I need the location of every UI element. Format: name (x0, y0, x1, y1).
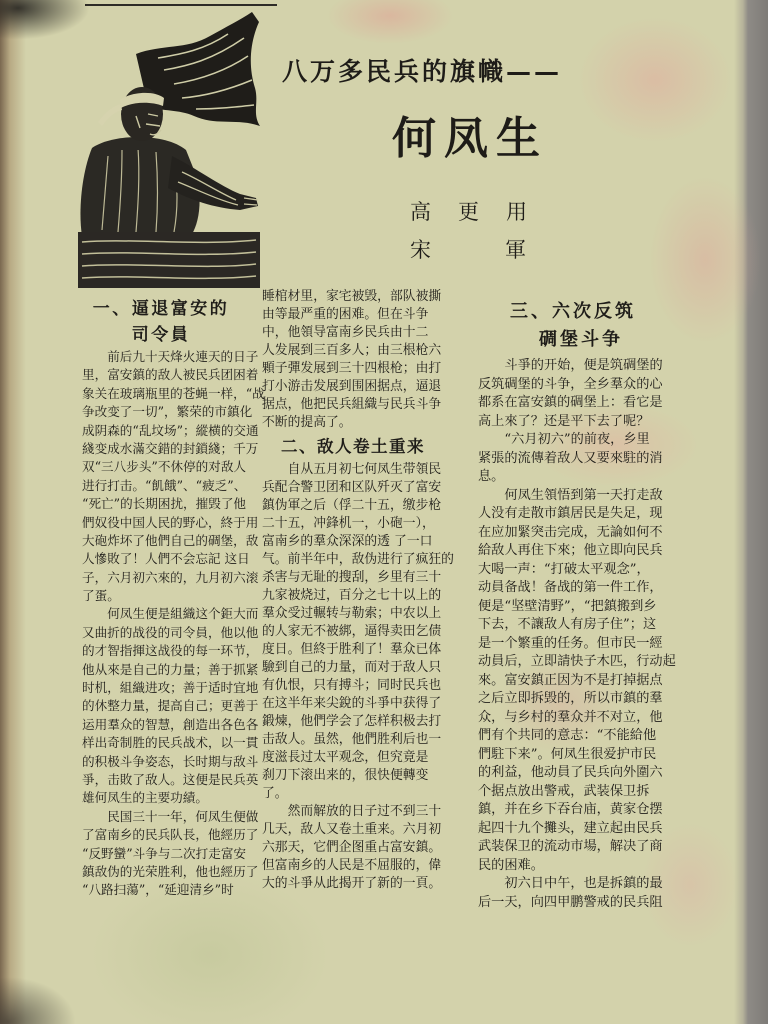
body-text-line: 度滋長过太平观念，但究竟是 (262, 750, 429, 765)
body-text-line: 的利益，他动員了民兵向外圍六 (478, 765, 663, 780)
body-text-line: 們駐下来”。何凤生很爱护市民 (478, 746, 657, 762)
body-text-line: 但富南乡的人民是不屈服的，偉 (262, 858, 442, 873)
body-text-line: 紧張的流傳着敌人又要來駐的消 (478, 450, 663, 466)
section-heading-line: 碉堡斗争 (539, 329, 623, 350)
body-text-line: 富南乡的羣众深深的透 了一口 (262, 534, 433, 549)
body-text-line: 的休整力量，提高自己；更善于 (82, 698, 259, 714)
body-text-line: 自从五月初七何凤生带領民 (287, 462, 442, 477)
body-text-line: 度日。但終于胜利了！羣众已体 (262, 642, 442, 657)
section-heading-line: 二、敌人卷土重来 (281, 437, 425, 456)
author-name: 高更用 (410, 200, 554, 224)
body-text-line: 便是“坚壁清野”，“把鎮搬到乡 (478, 598, 657, 614)
body-text-line: 爭，击敗了敌人。这便是民兵英 (82, 771, 259, 787)
body-text-line: 都系在富安鎮的碉堡上：看它是 (478, 395, 663, 410)
body-text-line: 动員备战！备战的第一件工作， (478, 580, 663, 595)
author-name: 宋軍 (410, 238, 600, 262)
body-text-line: 大喝一声：“打破太平观念”， (478, 561, 650, 577)
top-rule (85, 4, 277, 6)
body-text-line: 何凤生便是組織这个鉅大而 (107, 606, 259, 622)
body-text-line: 由等最严重的困难。但在斗争 (262, 307, 429, 322)
body-text-line: 下去，不讓敌人有房子住”；这 (478, 617, 657, 632)
body-text-line: 样出奇制胜的民兵战术，以一貫 (82, 735, 259, 751)
woodcut-illustration (78, 10, 260, 288)
section-heading-line: 司令員 (131, 325, 191, 345)
body-text-line: 了蛋。 (82, 588, 120, 604)
body-text-line: 人没有走散市鎮居民是失足，现 (478, 506, 663, 521)
body-text-line: 驗到自己的力量，而对于敌人只 (262, 660, 442, 675)
paragraph (478, 487, 676, 876)
body-text-line: 众，与乡村的羣众并不对立，他 (478, 709, 663, 725)
body-text-line: 武装保卫的流动市場，解决了商 (478, 839, 663, 854)
body-text-line: 前后九十天烽火連天的日子 (107, 349, 259, 364)
body-text-line: 初六日中午，也是拆鎮的最 (504, 876, 663, 891)
body-text-line: 起四十九个攤头，建立起由民兵 (478, 820, 663, 836)
body-text-line: “八路扫蕩”，“延迎清乡”时 (82, 882, 234, 898)
body-text-line: 击敌人。虽然，他們胜利后也一 (262, 732, 442, 747)
body-text-line: 們有个共同的意志：“不能給他 (478, 728, 657, 743)
body-text-line: 顆子彈发展到三十四根枪；由打 (262, 361, 442, 376)
body-text-line: 几天，敌人又卷土重来。六月初 (262, 822, 442, 837)
body-text-line: 个据点放出警戒，武装保卫拆 (478, 783, 650, 799)
body-text-line: 子，六月初六來的，九月初六滚 (82, 569, 259, 585)
body-text-line: 成阴森的“乱坟场”；縱横的交通 (82, 422, 259, 438)
body-text-line: 二十五，冲鋒机一，小砲一）， (262, 516, 435, 531)
paragraph (478, 431, 668, 487)
body-text-line: 后一天，向四甲鹏警戒的民兵阻 (478, 894, 663, 910)
text-column-3 (478, 298, 676, 912)
body-text-line: 中，他領导富南乡民兵由十二 (262, 325, 429, 340)
platform (78, 232, 260, 288)
body-text-line: 争改变了一切”，繁荣的市鎮化 (82, 404, 253, 420)
body-text-line: 大的斗爭从此揭开了新的一頁。 (262, 876, 442, 891)
body-text-line: 双“三八步头”不休停的对敌人 (82, 459, 247, 475)
body-text-line: 九家被烧过，百分之七十以上的 (262, 588, 442, 603)
body-text-line: 反筑碉堡的斗争，全乡羣众的心 (478, 376, 663, 392)
body-text-line: 人慘敗了！人們不会忘記 这日 (82, 551, 250, 567)
paragraph (262, 803, 444, 893)
body-text-line: 民的困难。 (478, 857, 544, 873)
body-text-line: 然而解放的日子过不到三十 (287, 804, 442, 819)
body-text-line: 据点，他把民兵組織与民兵斗争 (262, 397, 442, 412)
body-text-line: 來。富安鎮正因为不是打掉据点 (478, 672, 663, 688)
body-text-line: 鍛煉，他們学会了怎样积极去打 (262, 714, 442, 729)
text-column-2 (262, 288, 454, 893)
body-text-line: 羣众受过輾转与勒索；中农以上 (262, 606, 442, 621)
body-text-line: 他从來是自己的力量；善于抓紧 (82, 661, 259, 677)
body-text-line: 是一个繁重的任务。但市民一經 (478, 635, 663, 651)
body-text-line: 了富南乡的民兵队長，他經历了 (82, 827, 259, 843)
body-text-line: 的积极斗争姿态，长时期与敌斗 (82, 753, 259, 769)
body-text-line: 的人家无不被綁，逼得卖田乞债 (262, 624, 442, 639)
paragraph (82, 605, 262, 807)
paragraph (478, 875, 668, 912)
body-text-line: “六月初六”的前夜，乡里 (504, 432, 650, 447)
section-heading-line: 三、六次反筑 (510, 301, 636, 322)
body-text-line: 六那天，它們企图重占富安鎮。 (262, 840, 442, 855)
body-text-line: 有仇恨，只有搏斗；同时民兵也 (262, 678, 442, 693)
body-text-line: 雄何凤生的主要功績。 (82, 790, 208, 806)
body-text-line: 杀害与无耻的搜刮，乡里有三十 (262, 570, 442, 585)
body-text-line: 时机，組織进攻；善于适时宜地 (82, 680, 259, 696)
body-text-line: 鎮敌伪的光荣胜利，他也經历了 (82, 863, 259, 879)
paragraph (262, 461, 454, 803)
section-heading (262, 432, 444, 461)
body-text-line: 不断的提高了。 (262, 415, 352, 430)
body-text-line: 象关在玻璃瓶里的苍蝇一样，“战 (82, 385, 265, 401)
body-text-line: 了。 (262, 786, 288, 801)
body-text-line: 运用羣众的智慧，創造出各色各 (82, 716, 259, 732)
body-text-line: 气。前半年中，敌伪进行了疯狂的 (262, 552, 454, 567)
body-text-line: “死亡”的长期困扰，摧毁了他 (82, 496, 247, 512)
section-heading (478, 298, 668, 354)
article-title: 何凤生 (392, 113, 548, 164)
body-text-line: 之后立即拆毁的，所以市鎮的羣 (478, 691, 663, 706)
body-text-line: 兵配合警卫团和区队歼灭了富安 (262, 480, 442, 495)
paragraph (82, 348, 265, 605)
body-text-line: 进行打击。“飢餓”、“疲乏”、 (82, 477, 247, 493)
section-heading (82, 296, 262, 348)
body-text-line: 息。 (478, 469, 505, 484)
body-text-line: 又曲折的战役的司令員，他以他 (82, 624, 259, 640)
body-text-line: 打小游击发展到围困据点，逼退 (262, 379, 442, 394)
body-text-line: 人发展到三百多人；由三根枪六 (262, 343, 442, 358)
body-text-line: 在应加緊突击完成，无論如何不 (478, 524, 663, 540)
article-kicker: 八万多民兵的旗幟—— (282, 57, 563, 86)
body-text-line: 斗爭的开始，便是筑碉堡的 (504, 358, 663, 373)
body-text-line: 在这半年来尖銳的斗爭中获得了 (262, 696, 442, 711)
body-text-line: “反野蠻”斗争与二次打走富安 (82, 845, 247, 861)
body-text-line: 鎮，并在乡下吞台庙，黄家仓摆 (478, 802, 663, 817)
body-text-line: 鎮伪軍之后（俘二十五，缴步枪 (262, 498, 442, 513)
body-text-line: 的才智指揮这战役的每一环节， (82, 643, 259, 659)
body-text-line: 們奴役中国人民的野心，終于用 (82, 514, 259, 530)
body-text-line: 睡棺材里，家宅被毁，部队被撕 (262, 289, 442, 304)
paragraph (262, 288, 444, 432)
body-text-line: 动員后，立即請快子木匹，行动起 (478, 654, 676, 669)
body-text-line: 高上來了？还是平下去了呢？ (478, 413, 650, 429)
body-text-line: 里，富安鎮的敌人被民兵团困着 (82, 367, 259, 383)
section-heading-line: 一、逼退富安的 (92, 299, 230, 319)
paragraph (82, 808, 262, 900)
text-column-1 (82, 296, 265, 900)
body-text-line: 刹刀下滚出来的，很快便轉变 (262, 768, 429, 783)
body-text-line: 大砲炸坏了他們自己的碉堡，敌 (82, 532, 259, 548)
body-text-line: 綫变成水滿交錯的封鎖綫；千万 (82, 440, 259, 456)
body-text-line: 給敌人再住下來；他立即向民兵 (478, 543, 663, 558)
body-text-line: 何凤生領悟到第一天打走敌 (504, 487, 663, 503)
body-text-line: 民国三十一年，何凤生便做 (107, 808, 259, 824)
paragraph (478, 357, 668, 431)
